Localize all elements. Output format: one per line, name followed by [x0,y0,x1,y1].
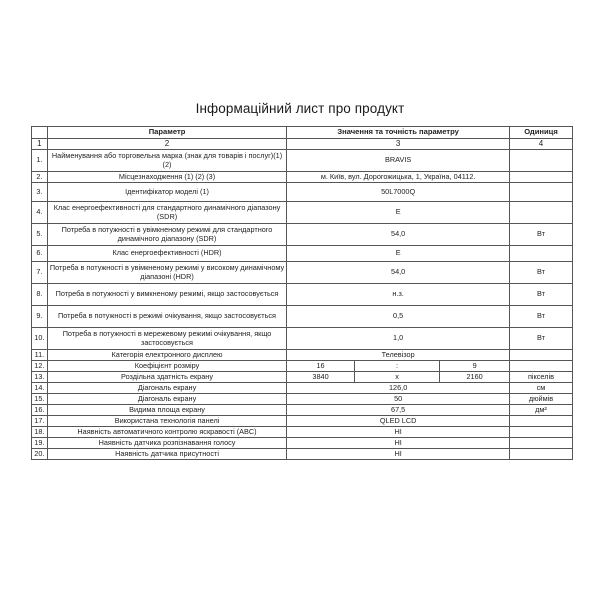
row-number: 8. [32,284,48,306]
row-value: BRAVIS [287,150,510,172]
row-unit [509,172,572,183]
table-row [32,246,573,262]
table-row [32,224,573,246]
row-value-separator: x [354,372,439,383]
row-number: 2. [32,172,48,183]
row-unit: см [509,383,572,394]
index-cell: 1 [32,139,48,150]
header-number [32,127,48,139]
table-row [32,328,573,350]
table-row [32,438,573,449]
table-row [32,449,573,460]
row-param: Клас енергоефективності (HDR) [47,246,287,262]
page-title: Інформаційний лист про продукт [195,101,405,116]
row-number: 6. [32,246,48,262]
row-value: 126,0 [287,383,510,394]
table-row [32,172,573,183]
row-unit: пікселів [509,372,572,383]
row-param: Ідентифікатор моделі (1) [47,183,287,202]
row-unit [509,416,572,427]
row-unit: Вт [509,224,572,246]
row-param: Діагональ екрану [47,383,287,394]
row-unit: Вт [509,306,572,328]
table-row [32,150,573,172]
table-row [32,284,573,306]
row-number: 10. [32,328,48,350]
row-number: 1. [32,150,48,172]
row-number: 9. [32,306,48,328]
row-value-part: 9 [440,361,510,372]
row-value: НІ [287,438,510,449]
header-unit: Одиниця [509,127,572,139]
row-unit [509,246,572,262]
table-row [32,350,573,361]
row-value-part: 16 [287,361,354,372]
row-unit [509,202,572,224]
row-value: м. Київ, вул. Дорогожицька, 1, Україна, 04112. [287,172,510,183]
header-param: Параметр [47,127,287,139]
row-param: Наявність автоматичного контролю яскравості (ABC) [47,427,287,438]
row-number: 17. [32,416,48,427]
table-row [32,372,573,383]
row-param: Категорія електронного дисплею [47,350,287,361]
table-row [32,416,573,427]
row-unit: дюймів [509,394,572,405]
row-value: QLED LCD [287,416,510,427]
row-param: Коефіцієнт розміру [47,361,287,372]
row-value: НІ [287,449,510,460]
row-param: Роздільна здатність екрану [47,372,287,383]
row-unit [509,449,572,460]
row-value: 67,5 [287,405,510,416]
row-param: Використана технологія панелі [47,416,287,427]
row-value: 50L7000Q [287,183,510,202]
row-unit: Вт [509,328,572,350]
row-value: 0,5 [287,306,510,328]
table-row [32,262,573,284]
table-index-row [32,139,573,150]
table-row [32,383,573,394]
table-row [32,361,573,372]
row-value-separator: : [354,361,439,372]
row-number: 4. [32,202,48,224]
row-number: 19. [32,438,48,449]
row-number: 3. [32,183,48,202]
row-value: E [287,202,510,224]
row-number: 20. [32,449,48,460]
row-number: 14. [32,383,48,394]
row-param: Потреба в потужності в увімкненому режимі у високому динамічному діапазоні (HDR) [47,262,287,284]
row-number: 18. [32,427,48,438]
index-cell: 3 [287,139,510,150]
row-number: 11. [32,350,48,361]
table-row [32,427,573,438]
row-param: Діагональ екрану [47,394,287,405]
row-unit [509,361,572,372]
row-param: Потреба в потужності у вимкненому режимі, якщо застосовується [47,284,287,306]
row-number: 16. [32,405,48,416]
row-number: 15. [32,394,48,405]
table-row [32,394,573,405]
row-unit: Вт [509,262,572,284]
table-header-row [32,127,573,139]
row-param: Наявність датчика розпізнавання голосу [47,438,287,449]
row-param: Потреба в потужності в режимі очікування, якщо застосовується [47,306,287,328]
table-row [32,202,573,224]
row-param: Найменування або торговельна марка (знак для товарів і послуг)(1) (2) [47,150,287,172]
row-param: Потреба в потужності в мережевому режимі очікування, якщо застосовується [47,328,287,350]
row-number: 12. [32,361,48,372]
row-value-part: 3840 [287,372,354,383]
row-param: Клас енергоефективності для стандартного динамічного діапазону (SDR) [47,202,287,224]
row-unit [509,438,572,449]
row-param: Видима площа екрану [47,405,287,416]
header-value: Значення та точність параметру [287,127,510,139]
row-unit [509,183,572,202]
row-value: E [287,246,510,262]
row-unit [509,150,572,172]
index-cell: 4 [509,139,572,150]
row-number: 7. [32,262,48,284]
row-unit: дм² [509,405,572,416]
row-value-part: 2160 [440,372,510,383]
row-unit: Вт [509,284,572,306]
row-param: Наявність датчика присутності [47,449,287,460]
row-value: н.з. [287,284,510,306]
row-value: 54,0 [287,262,510,284]
row-param: Потреба в потужності в увімкненому режимі для стандартного динамічного діапазону (SDR) [47,224,287,246]
row-unit [509,427,572,438]
product-info-table [31,126,573,460]
table-row [32,306,573,328]
table-row [32,405,573,416]
table-row [32,183,573,202]
row-value: 50 [287,394,510,405]
row-value: Телевізор [287,350,510,361]
row-value: НІ [287,427,510,438]
row-number: 5. [32,224,48,246]
index-cell: 2 [47,139,287,150]
row-unit [509,350,572,361]
row-number: 13. [32,372,48,383]
row-param: Місцезнаходження (1) (2) (3) [47,172,287,183]
row-value: 54,0 [287,224,510,246]
row-value: 1,0 [287,328,510,350]
